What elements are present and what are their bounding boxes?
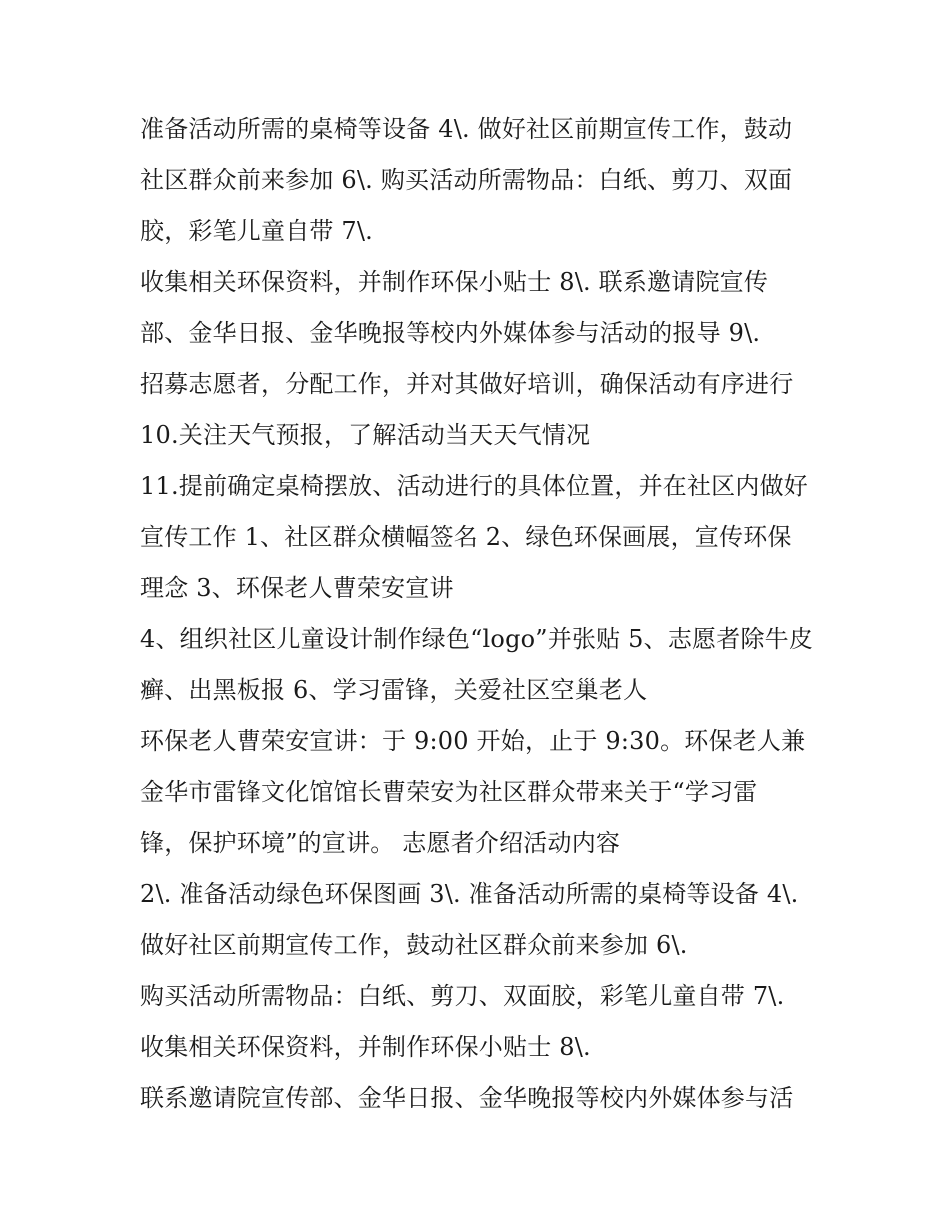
text-line: 锋，保护环境”的宣讲。 志愿者介绍活动内容	[140, 829, 621, 857]
text-line: 环保老人曹荣安宣讲：于 9:00 开始，止于 9:30。环保老人兼	[140, 727, 806, 755]
text-line: 4、组织社区儿童设计制作绿色“logo”并张贴 5、志愿者除牛皮	[140, 625, 814, 653]
text-line: 宣传工作 1、社区群众横幅签名 2、绿色环保画展，宣传环保	[140, 523, 792, 551]
text-line: 11.提前确定桌椅摆放、活动进行的具体位置，并在社区内做好	[140, 472, 808, 500]
text-line: 10.关注天气预报，了解活动当天天气情况	[140, 421, 591, 449]
text-line: 2\. 准备活动绿色环保图画 3\. 准备活动所需的桌椅等设备 4\.	[140, 880, 799, 908]
text-line: 招募志愿者，分配工作，并对其做好培训，确保活动有序进行	[140, 370, 794, 398]
text-line: 准备活动所需的桌椅等设备 4\. 做好社区前期宣传工作，鼓动	[140, 115, 793, 143]
text-line: 收集相关环保资料，并制作环保小贴士 8\. 联系邀请院宣传	[140, 268, 769, 296]
text-line: 社区群众前来参加 6\. 购买活动所需物品：白纸、剪刀、双面	[140, 166, 793, 194]
document-body	[140, 104, 830, 1124]
text-line: 购买活动所需物品：白纸、剪刀、双面胶，彩笔儿童自带 7\.	[140, 982, 785, 1010]
text-line: 胶，彩笔儿童自带 7\.	[140, 217, 374, 245]
text-line: 收集相关环保资料，并制作环保小贴士 8\.	[140, 1033, 591, 1061]
text-line: 做好社区前期宣传工作，鼓动社区群众前来参加 6\.	[140, 931, 688, 959]
text-line: 金华市雷锋文化馆馆长曹荣安为社区群众带来关于“学习雷	[140, 778, 758, 806]
text-line: 癣、出黑板报 6、学习雷锋，关爱社区空巢老人	[140, 676, 648, 704]
text-line: 理念 3、环保老人曹荣安宣讲	[140, 574, 454, 602]
text-line: 联系邀请院宣传部、金华日报、金华晚报等校内外媒体参与活	[140, 1084, 794, 1112]
text-line: 部、金华日报、金华晚报等校内外媒体参与活动的报导 9\.	[140, 319, 761, 347]
